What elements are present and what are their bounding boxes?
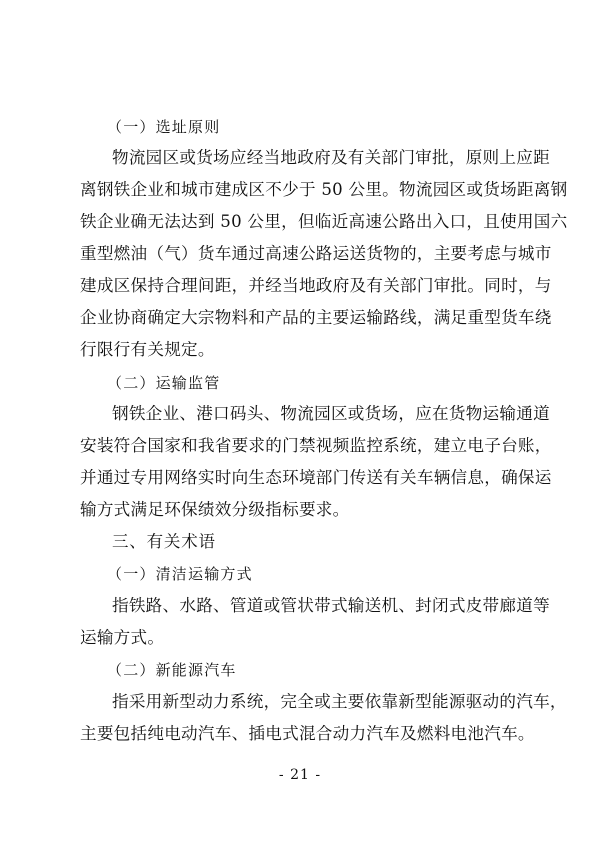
- paragraph-line: 输方式满足环保绩效分级指标要求。: [80, 500, 350, 519]
- heading-clean-transport: （一）清洁运输方式: [107, 565, 253, 583]
- heading-transport-supervision: （二）运输监管: [107, 374, 221, 392]
- paragraph-line: 重型燃油（气）货车通过高速公路运送货物的，主要考虑与城市: [80, 244, 552, 263]
- heading-related-terms: 三、有关术语: [112, 532, 216, 551]
- paragraph-line: 安装符合国家和我省要求的门禁视频监控系统，建立电子台账，: [80, 436, 552, 455]
- paragraph-line: 物流园区或货场应经当地政府及有关部门审批，原则上应距: [112, 148, 550, 167]
- paragraph-line: 企业协商确定大宗物料和产品的主要运输路线，满足重型货车绕: [80, 308, 552, 327]
- heading-new-energy-vehicle: （二）新能源汽车: [107, 661, 237, 679]
- paragraph-line: 主要包括纯电动汽车、插电式混合动力汽车及燃料电池汽车。: [80, 724, 535, 743]
- paragraph-line: 指铁路、水路、管道或管状带式输送机、封闭式皮带廊道等: [112, 596, 550, 615]
- paragraph-line: 铁企业确无法达到 50 公里，但临近高速公路出入口，且使用国六: [80, 212, 568, 231]
- paragraph-line: 指采用新型动力系统，完全或主要依靠新型能源驱动的汽车，: [112, 692, 567, 711]
- paragraph-line: 运输方式。: [80, 628, 165, 647]
- paragraph-line: 建成区保持合理间距，并经当地政府及有关部门审批。同时，与: [80, 276, 552, 295]
- paragraph-line: 离钢铁企业和城市建成区不少于 50 公里。物流园区或货场距离钢: [80, 180, 568, 199]
- paragraph-line: 并通过专用网络实时向生态环境部门传送有关车辆信息，确保运: [80, 468, 552, 487]
- paragraph-line: 行限行有关规定。: [80, 340, 215, 359]
- page-number: - 21 -: [278, 767, 322, 783]
- heading-site-selection: （一）选址原则: [107, 118, 221, 136]
- paragraph-line: 钢铁企业、港口码头、物流园区或货场，应在货物运输通道: [112, 404, 550, 423]
